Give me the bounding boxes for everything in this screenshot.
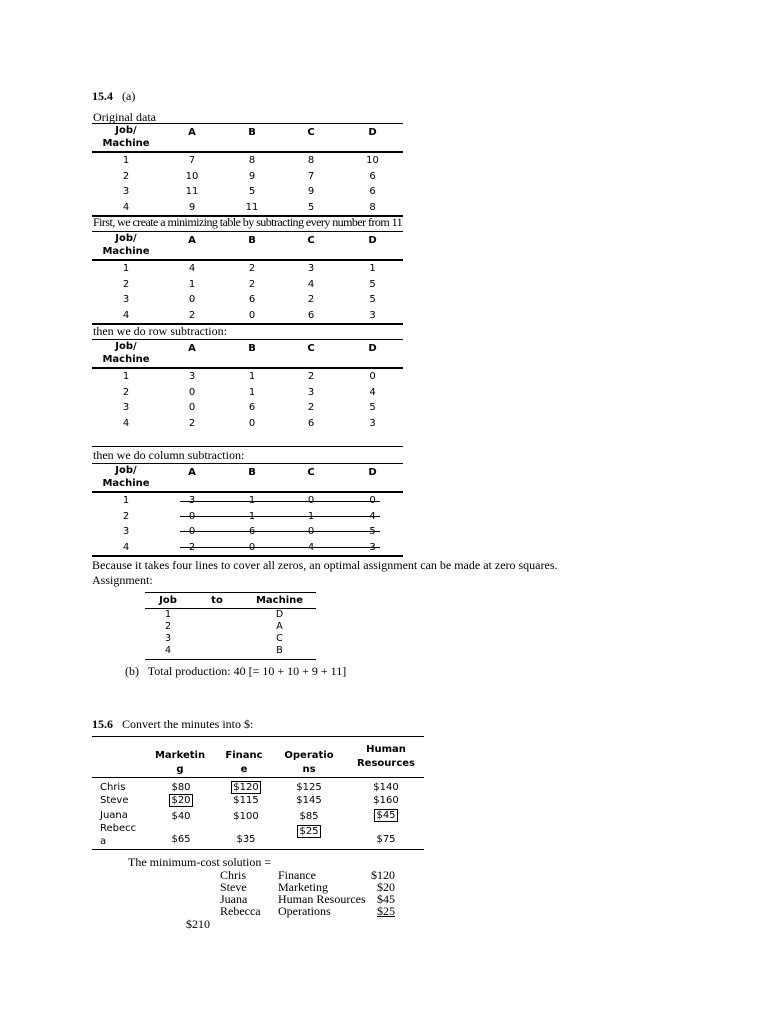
table-cell: 5	[369, 402, 376, 413]
solution-department: Operations	[278, 904, 331, 918]
table-cell: 2	[188, 417, 196, 429]
minimizing-table-label: First, we create a minimizing table by subtracting every number from 11	[93, 215, 403, 229]
assignment-job: 2	[164, 621, 172, 632]
cover-line-row-1	[180, 501, 380, 502]
table-cell: 5	[369, 278, 376, 290]
solution-person: Chris	[220, 868, 247, 882]
header-job-machine: Job/ Machine	[92, 232, 160, 260]
table-cell: 2	[160, 540, 224, 557]
cell-rebecca-operations	[294, 825, 324, 838]
table-cell: 0	[307, 495, 315, 506]
table-row	[92, 385, 403, 401]
part-a-label: (a)	[122, 89, 136, 103]
problem-15-6-heading	[92, 717, 253, 732]
table-cell: 11	[224, 200, 280, 217]
table-cell: 3	[342, 540, 403, 557]
table-cell: 6	[369, 170, 376, 182]
part-b-label: (b)	[125, 664, 139, 678]
header-d: D	[342, 124, 403, 152]
table-cell: 1	[188, 278, 196, 290]
header-job-machine: Job/ Machine	[92, 464, 160, 492]
assignment-row	[145, 609, 316, 621]
cost-rebecca-operations-selected: $25	[299, 826, 319, 837]
table-cell: 8	[248, 155, 256, 166]
table-cell: 1	[122, 495, 130, 506]
table-row	[92, 152, 403, 169]
table-cell: 3	[122, 294, 130, 305]
table-row	[92, 260, 403, 277]
table-cell: 0	[188, 526, 196, 537]
assignment-label: Assignment:	[92, 573, 153, 587]
cost-chris-finance-selected: $120	[233, 782, 259, 793]
table-header-row	[92, 340, 403, 368]
table-cell: 4	[92, 540, 160, 557]
table-row	[92, 184, 403, 200]
cover-line-row-3	[180, 531, 380, 532]
table-cell: 0	[369, 371, 376, 382]
table-cell: 0	[307, 526, 315, 537]
column-subtraction-table	[92, 464, 403, 557]
table-cell: 2	[307, 402, 315, 413]
problem-intro: Convert the minutes into $:	[122, 717, 254, 731]
table-row	[92, 400, 403, 416]
assignment-machine: B	[276, 645, 283, 656]
cost-row-rebecca	[92, 825, 424, 851]
table-cell: 10	[366, 155, 379, 166]
table-cell: 6	[307, 417, 315, 429]
table-cell: 8	[307, 155, 315, 166]
solution-person: Rebecca	[220, 904, 261, 918]
table-cell: 5	[280, 200, 342, 217]
cost-chris-marketing: $80	[171, 782, 191, 793]
solution-total: $210	[186, 917, 210, 931]
table-cell: 1	[307, 510, 315, 522]
solution-cost: $120	[371, 868, 395, 882]
table-cell: 1	[122, 155, 130, 166]
total-production-text: Total production: 40 [= 10 + 10 + 9 + 11]	[147, 664, 347, 678]
cost-steve-operations: $145	[296, 795, 322, 806]
table-cell: 0	[188, 386, 196, 398]
cover-line-row-4	[180, 547, 380, 548]
original-data-label: Original data	[93, 110, 156, 124]
table-header-row	[92, 124, 403, 152]
header-finance: Financ e	[225, 750, 263, 775]
header-c: C	[280, 232, 342, 260]
solution-row	[220, 905, 400, 917]
table-cell: 7	[188, 155, 196, 166]
assignment-table	[145, 594, 316, 660]
header-job-machine: Job/ Machine	[92, 124, 160, 152]
table-cell: 3	[122, 526, 130, 537]
assignment-row	[145, 633, 316, 645]
assignment-job: 1	[164, 609, 172, 620]
table-cell: 4	[307, 278, 315, 290]
column-subtraction-label: then we do column subtraction:	[93, 448, 245, 462]
table-cell: 4	[369, 510, 376, 522]
table-row	[92, 368, 403, 385]
cover-line-row-2	[180, 516, 380, 517]
assignment-machine: A	[276, 621, 283, 632]
solution-department: Marketing	[278, 880, 328, 894]
table-cell: 6	[248, 294, 256, 305]
table-cell: 3	[122, 402, 130, 413]
problem-number: 15.6	[92, 717, 113, 731]
header-d: D	[342, 232, 403, 260]
table-cell: 1	[248, 386, 256, 398]
assignment-job: 4	[164, 645, 172, 656]
header-a: A	[160, 340, 224, 368]
problem-number: 15.4	[92, 89, 113, 103]
cost-juana-finance: $100	[233, 811, 259, 822]
cell-juana-hr	[368, 809, 404, 822]
cost-chris-operations: $125	[296, 782, 322, 793]
table-cell: 4	[188, 263, 196, 274]
table-cell: 1	[248, 371, 256, 382]
person-name: Rebecc a	[100, 823, 137, 847]
assignment-row	[145, 621, 316, 633]
original-data-table	[92, 124, 403, 217]
cost-table	[92, 741, 424, 775]
table-cell: 8	[342, 200, 403, 217]
table-cell: 4	[122, 417, 130, 429]
table-cell: 0	[188, 510, 196, 522]
table-cell: 2	[248, 278, 256, 290]
solution-department: Finance	[278, 868, 316, 882]
person-names: Chris Steve	[100, 782, 129, 806]
assignment-machine: C	[276, 633, 283, 644]
table-cell: 6	[280, 308, 342, 325]
cost-table-header	[92, 741, 424, 775]
header-marketing: Marketin g	[154, 750, 206, 775]
table-cell: 1	[248, 495, 256, 506]
table-cell: 0	[188, 402, 196, 413]
table-cell: 1	[122, 263, 130, 274]
assignment-header-job: Job	[159, 595, 177, 606]
cell-marketing	[168, 781, 194, 807]
assignment-bottom-rule	[145, 659, 316, 660]
header-c: C	[280, 464, 342, 492]
header-c: C	[280, 124, 342, 152]
cell-operations	[294, 781, 324, 807]
cost-table-top-rule	[92, 736, 424, 737]
cell-finance	[229, 781, 263, 807]
problem-15-4-heading	[92, 89, 135, 104]
cell-hr	[368, 781, 404, 807]
table-cell: 2	[160, 308, 224, 325]
table-cell: 3	[342, 308, 403, 325]
table-cell: 3	[188, 495, 196, 506]
header-a: A	[160, 124, 224, 152]
table-cell: 3	[122, 186, 130, 197]
table-cell: 0	[369, 495, 376, 506]
table-cell: 0	[224, 308, 280, 325]
assignment-header-machine: Machine	[255, 595, 304, 606]
table-cell: 9	[160, 200, 224, 217]
table-cell: 0	[224, 540, 280, 557]
table-cell: 4	[280, 540, 342, 557]
header-b: B	[224, 464, 280, 492]
table-cell: 2	[122, 278, 130, 290]
table-row	[92, 308, 403, 325]
solution-cost: $45	[377, 892, 395, 906]
table-cell: 6	[369, 186, 376, 197]
person-name: Juana	[100, 810, 128, 821]
table-cell: 1	[122, 371, 130, 382]
table-header-row	[92, 232, 403, 260]
table-cell: 5	[248, 186, 256, 197]
table-cell: 4	[92, 308, 160, 325]
cost-steve-hr: $160	[373, 795, 399, 806]
table-cell: 3	[188, 371, 196, 382]
cost-rebecca-hr: $75	[376, 834, 396, 845]
assignment-job: 3	[164, 633, 172, 644]
table-cell: 9	[248, 170, 256, 182]
table-cell: 2	[307, 294, 315, 305]
table-cell: 6	[248, 402, 256, 413]
solution-person: Juana	[220, 892, 248, 906]
table-cell: 9	[307, 186, 315, 197]
table-cell: 6	[248, 526, 256, 537]
solution-list	[220, 869, 400, 917]
cost-juana-hr-selected: $45	[376, 810, 396, 821]
table-cell: 2	[307, 371, 315, 382]
cost-table-header-rule	[92, 777, 424, 778]
table-cell: 7	[307, 170, 315, 182]
table-cell: 5	[369, 526, 376, 537]
table-cell: 1	[369, 263, 376, 274]
cost-juana-operations: $85	[299, 811, 319, 822]
header-job-machine: Job/ Machine	[92, 340, 160, 368]
table-row	[92, 169, 403, 185]
assignment-header-row	[145, 594, 316, 608]
cost-rebecca-finance: $35	[236, 834, 256, 845]
solution-cost: $20	[377, 880, 395, 894]
table-cell: 3	[307, 263, 315, 274]
table-top-rule	[92, 446, 403, 447]
assignment-row	[145, 645, 316, 657]
table-cell: 3	[369, 417, 376, 429]
cost-row-chris-steve	[92, 779, 424, 809]
header-a: A	[160, 464, 224, 492]
header-a: A	[160, 232, 224, 260]
table-cell: 0	[188, 294, 196, 305]
table-cell: 2	[122, 510, 130, 522]
solution-label: The minimum-cost solution =	[128, 855, 272, 869]
assignment-top-rule	[145, 592, 316, 593]
solution-person: Steve	[220, 880, 247, 894]
row-subtraction-table	[92, 340, 403, 431]
cost-table-bottom-rule	[92, 849, 424, 850]
header-c: C	[280, 340, 342, 368]
table-cell: 2	[122, 170, 130, 182]
table-cell: 2	[248, 263, 256, 274]
assignment-header-to: to	[211, 595, 223, 606]
table-row	[92, 200, 403, 217]
header-b: B	[224, 232, 280, 260]
cost-juana-marketing: $40	[171, 811, 191, 822]
cost-steve-marketing-selected: $20	[171, 795, 191, 806]
table-row	[92, 292, 403, 308]
table-cell: 4	[369, 386, 376, 398]
cost-chris-hr: $140	[373, 782, 399, 793]
assignment-machine: D	[275, 609, 284, 620]
table-cell: 10	[185, 170, 199, 182]
table-cell: 11	[185, 186, 199, 197]
table-cell: 4	[92, 200, 160, 217]
table-cell: 3	[307, 386, 315, 398]
cost-rebecca-marketing: $65	[171, 834, 191, 845]
minimizing-table	[92, 232, 403, 325]
header-d: D	[342, 464, 403, 492]
part-b-line	[125, 664, 346, 678]
table-cell: 0	[248, 417, 256, 429]
table-cell: 2	[122, 386, 130, 398]
conclusion-text: Because it takes four lines to cover all zeros, an optimal assignment can be made at zero squares.	[92, 558, 558, 572]
table-row	[92, 277, 403, 293]
cost-table-body	[92, 779, 424, 851]
header-b: B	[224, 124, 280, 152]
header-human-resources: Human Resources	[356, 744, 416, 769]
cost-steve-finance: $115	[233, 795, 259, 806]
table-header-row	[92, 464, 403, 492]
table-cell: 5	[369, 294, 376, 305]
solution-department: Human Resources	[278, 892, 366, 906]
header-b: B	[224, 340, 280, 368]
header-d: D	[342, 340, 403, 368]
row-subtraction-label: then we do row subtraction:	[93, 324, 227, 338]
cost-row-juana	[92, 809, 424, 825]
header-operations: Operatio ns	[284, 750, 334, 775]
solution-cost: $25	[377, 904, 395, 918]
table-row	[92, 416, 403, 432]
table-cell: 1	[248, 510, 256, 522]
